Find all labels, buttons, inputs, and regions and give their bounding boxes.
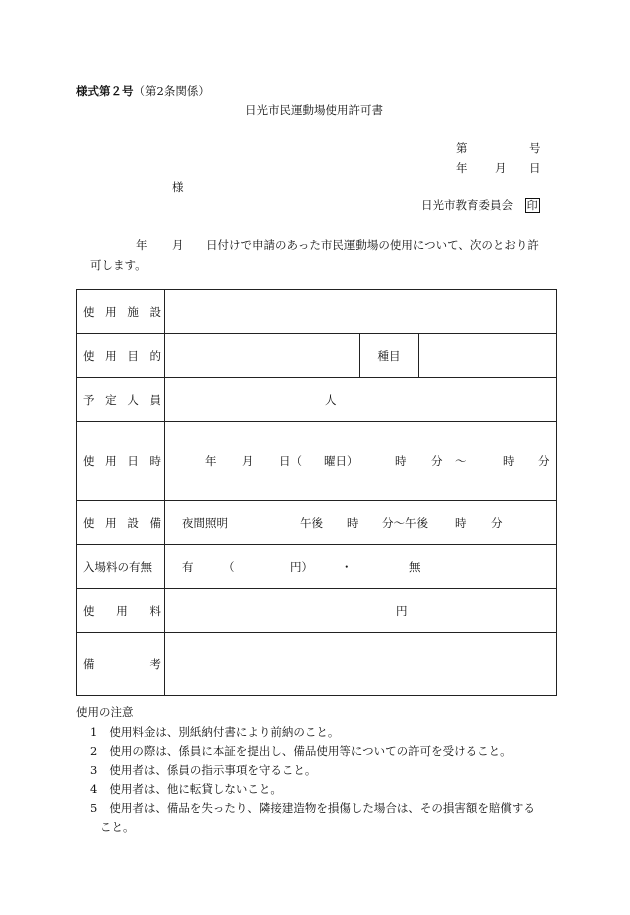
date-month: 月 bbox=[495, 161, 507, 175]
row-fee bbox=[77, 589, 557, 633]
note-1 bbox=[90, 725, 339, 739]
number-go: 号 bbox=[529, 141, 541, 155]
note-3-num: 3 bbox=[90, 763, 98, 777]
seal-stamp: 印 bbox=[526, 199, 538, 212]
adm-yes: 有 bbox=[182, 559, 194, 574]
adm-no: 無 bbox=[409, 559, 421, 574]
row-admission bbox=[77, 545, 557, 589]
row-remarks bbox=[77, 633, 557, 696]
form-number: 様式第２号 bbox=[76, 84, 134, 98]
eq-hour-start: 時 bbox=[347, 515, 359, 530]
purpose-label: 使 用 目 的 bbox=[77, 334, 165, 378]
facility-value[interactable] bbox=[165, 290, 557, 334]
dt-tilde: ～ bbox=[455, 454, 467, 468]
notes-title: 使用の注意 bbox=[76, 705, 134, 719]
addressee-sama: 様 bbox=[172, 180, 184, 194]
facility-label: 使 用 施 設 bbox=[77, 290, 165, 334]
row-datetime bbox=[77, 422, 557, 501]
date-day: 日 bbox=[529, 161, 541, 175]
row-facility bbox=[77, 290, 557, 334]
admission-label: 入場料の有無 bbox=[77, 545, 165, 589]
dt-month: 月 bbox=[242, 454, 254, 468]
issuer-line bbox=[421, 198, 540, 213]
dt-day: 日（ bbox=[279, 454, 302, 468]
equipment-value[interactable] bbox=[165, 501, 557, 545]
dt-minute-start: 分 bbox=[431, 454, 443, 468]
note-2-num: 2 bbox=[90, 744, 98, 758]
body-year: 年 bbox=[136, 238, 148, 252]
form-number-line bbox=[76, 84, 210, 98]
note-1-text: 使用料金は、別紙納付書により前納のこと。 bbox=[109, 725, 340, 739]
datetime-value[interactable] bbox=[165, 422, 557, 501]
dt-year: 年 bbox=[205, 454, 217, 468]
body-text-line1: 日付けで申請のあった市民運動場の使用について、次のとおり許 bbox=[206, 238, 539, 252]
note-5-num: 5 bbox=[90, 801, 98, 815]
adm-yen: 円） bbox=[290, 559, 313, 574]
fee-unit: 円 bbox=[396, 603, 408, 618]
adm-dot: ・ bbox=[341, 559, 353, 574]
remarks-label: 備 考 bbox=[77, 633, 165, 696]
note-2 bbox=[90, 744, 512, 758]
adm-paren: （ bbox=[223, 559, 235, 574]
permit-form-table bbox=[76, 289, 557, 696]
type-label: 種目 bbox=[360, 334, 419, 378]
datetime-label: 使 用 日 時 bbox=[77, 422, 165, 501]
number-dai: 第 bbox=[456, 141, 468, 155]
dt-minute-end: 分 bbox=[538, 454, 550, 468]
note-2-text: 使用の際は、係員に本証を提出し、備品使用等についての許可を受けること。 bbox=[109, 744, 512, 758]
eq-night-lighting: 夜間照明 bbox=[182, 515, 228, 530]
note-4-num: 4 bbox=[90, 782, 98, 796]
note-3-text: 使用者は、係員の指示事項を守ること。 bbox=[109, 763, 317, 777]
eq-pm-start: 午後 bbox=[300, 515, 323, 530]
row-purpose bbox=[77, 334, 557, 378]
note-1-num: 1 bbox=[90, 725, 98, 739]
eq-hour-end: 時 bbox=[455, 515, 467, 530]
dt-hour-end: 時 bbox=[503, 454, 515, 468]
equipment-label: 使 用 設 備 bbox=[77, 501, 165, 545]
purpose-value[interactable] bbox=[165, 334, 360, 378]
note-5-text: 使用者は、備品を失ったり、隣接建造物を損傷した場合は、その損害額を賠償する bbox=[109, 801, 535, 815]
dt-weekday: 曜日） bbox=[324, 454, 359, 468]
note-5 bbox=[90, 801, 535, 815]
note-3 bbox=[90, 763, 316, 777]
body-month: 月 bbox=[172, 238, 184, 252]
row-equipment bbox=[77, 501, 557, 545]
body-text-line2: 可します。 bbox=[90, 258, 147, 272]
note-4 bbox=[90, 782, 282, 796]
note-4-text: 使用者は、他に転貸しないこと。 bbox=[109, 782, 282, 796]
row-people bbox=[77, 378, 557, 422]
fee-value[interactable] bbox=[165, 589, 557, 633]
eq-minute-pm: 分～午後 bbox=[382, 515, 428, 530]
eq-minute-end: 分 bbox=[491, 515, 503, 530]
type-value[interactable] bbox=[419, 334, 557, 378]
document-title: 日光市民運動場使用許可書 bbox=[245, 103, 383, 117]
dt-hour-start: 時 bbox=[395, 454, 407, 468]
issuer-name: 日光市教育委員会 bbox=[421, 198, 513, 212]
form-reference: （第2条関係） bbox=[133, 84, 210, 98]
fee-label: 使 用 料 bbox=[77, 589, 165, 633]
people-unit: 人 bbox=[325, 392, 337, 407]
people-value[interactable] bbox=[165, 378, 557, 422]
remarks-value[interactable] bbox=[165, 633, 557, 696]
date-year: 年 bbox=[456, 161, 468, 175]
people-label: 予 定 人 員 bbox=[77, 378, 165, 422]
note-5-continuation: こと。 bbox=[100, 820, 135, 834]
admission-value[interactable] bbox=[165, 545, 557, 589]
